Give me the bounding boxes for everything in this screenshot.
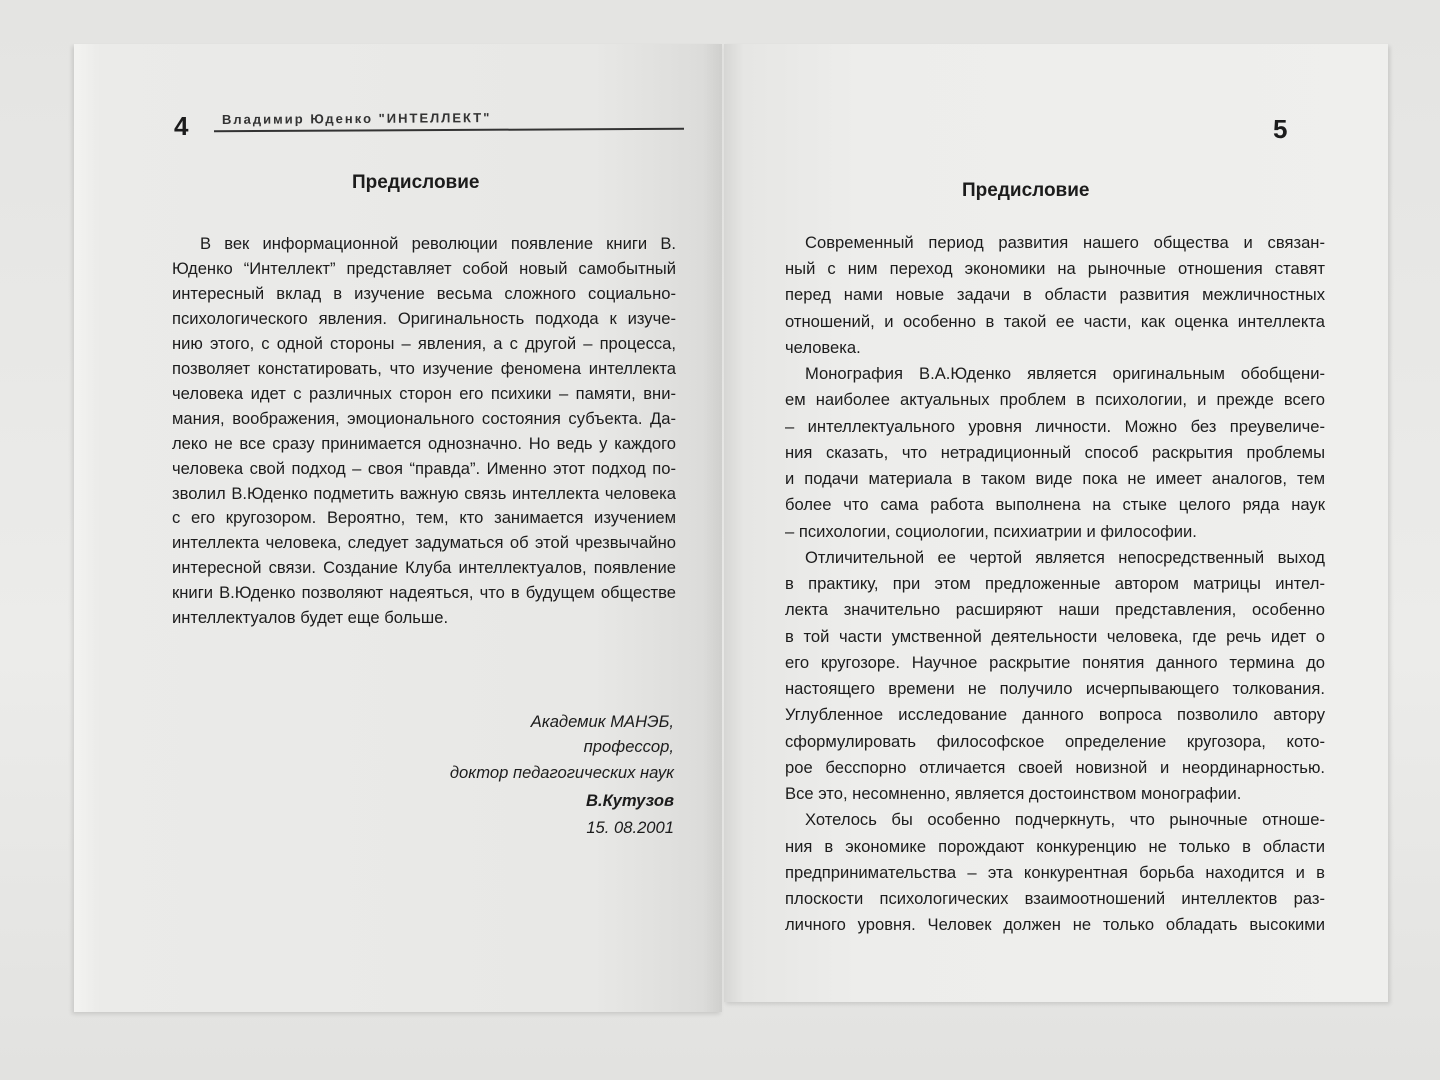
text-line: ный с ним переход экономики на рыночные отношения ставят	[785, 259, 1325, 279]
text-line: нию этого, с одной стороны – явления, а с другой – процесса,	[172, 333, 676, 353]
text-line: книги В.Юденко позволяют надеяться, что в будущем обществе	[172, 583, 676, 603]
signature-title-1: Академик МАНЭБ,	[530, 712, 674, 731]
left-page-number: 4	[174, 111, 189, 141]
text-line: ния в экономике порождают конкуренцию не только в области	[785, 836, 1325, 856]
text-line: Монография В.А.Юденко является оригинальным обобщени-	[805, 364, 1325, 384]
text-line: предпринимательства – эта конкурентная борьба находится и в	[785, 862, 1325, 882]
text-line: Современный период развития нашего общества и связан-	[805, 233, 1325, 252]
signature-title-3: доктор педагогических наук	[449, 763, 674, 782]
text-line: в той части умственной деятельности человека, где речь идет о	[785, 626, 1325, 646]
text-line: – интеллектуального уровня личности. Можно без преувеличе-	[785, 416, 1325, 436]
text-line: ем наиболее актуальных проблем в психологии, и прежде всего	[785, 390, 1325, 410]
text-line: Углубленное исследование данного вопроса позволило автору	[785, 705, 1325, 725]
signature-date: 15. 08.2001	[586, 818, 674, 837]
right-page-title: Предисловие	[962, 180, 1090, 201]
text-line: сформулировать философское определение кругозора, кото-	[785, 731, 1325, 751]
text-line: личного уровня. Человек должен не только обладать высокими	[785, 915, 1325, 935]
text-line: интересный вклад в изучение весьма сложного социально-	[172, 283, 676, 303]
text-line: леко не все сразу принимается однозначно. Но ведь у каждого	[172, 433, 676, 453]
text-line: отношений, и особенно в такой ее части, как оценка интеллекта	[785, 311, 1325, 331]
text-line: Все это, несомненно, является достоинством монографии.	[785, 784, 1242, 804]
text-line: в практику, при этом предложенные автором матрицы интел-	[785, 574, 1325, 594]
text-line: его кругозоре. Научное раскрытие понятия данного термина до	[785, 652, 1325, 672]
text-line: Хотелось бы особенно подчеркнуть, что рыночные отноше-	[805, 810, 1325, 830]
text-line: позволяет констатировать, что изучение феномена интеллекта	[172, 358, 676, 378]
text-line: Юденко “Интеллект” представляет собой новый самобытный	[172, 258, 676, 278]
signature-name: В.Кутузов	[586, 791, 674, 810]
text-line: ния сказать, что нетрадиционный способ раскрытия проблемы	[785, 442, 1325, 462]
text-line: человека.	[785, 337, 861, 357]
running-head: Владимир Юденко "ИНТЕЛЛЕКТ"	[221, 110, 492, 127]
text-line: плоскости психологических взаимоотношений интеллектов раз-	[785, 889, 1325, 908]
text-line: интересной связи. Создание Клуба интеллектуалов, появление	[172, 558, 676, 578]
signature-block	[372, 712, 674, 852]
text-line: интеллекта человека, следует задуматься об этой чрезвычайно	[172, 533, 676, 553]
text-line: человека свой подход – своя “правда”. Именно этот подход по-	[172, 458, 676, 478]
text-line: человека идет с различных сторон его психики – памяти, вни-	[172, 383, 676, 403]
text-line: перед нами новые задачи в области развития межличностных	[785, 285, 1325, 305]
text-line: – психологии, социологии, психиатрии и философии.	[785, 521, 1197, 541]
text-line: психологического явления. Оригинальность подхода к изуче-	[172, 308, 676, 328]
text-line: с его кругозором. Вероятно, тем, кто занимается изучением	[172, 508, 676, 528]
text-line: лекта значительно расширяют наши представления, особенно	[785, 600, 1325, 620]
text-line: интеллектуалов будет еще больше.	[172, 608, 449, 628]
right-page-number: 5	[1273, 114, 1288, 144]
text-line: зволил В.Юденко подметить важную связь интеллекта человека	[172, 483, 676, 503]
text-line: и подачи материала в таком виде пока не имеет аналогов, тем	[785, 469, 1325, 489]
text-line: настоящего времени не получило исчерпывающего толкования.	[785, 679, 1325, 699]
signature-title-2: профессор,	[583, 737, 674, 756]
text-line: рое бесспорно отличается своей новизной и неординарностью.	[785, 757, 1325, 777]
text-line: Отличительной ее чертой является непосредственный выход	[805, 547, 1325, 567]
left-page-title: Предисловие	[352, 172, 480, 193]
text-line: мания, воображения, эмоционального состояния субъекта. Да-	[172, 408, 676, 428]
text-line: более что сама работа выполнена на стыке целого ряда наук	[785, 495, 1325, 515]
text-line: В век информационной революции появление книги В.	[200, 234, 676, 253]
